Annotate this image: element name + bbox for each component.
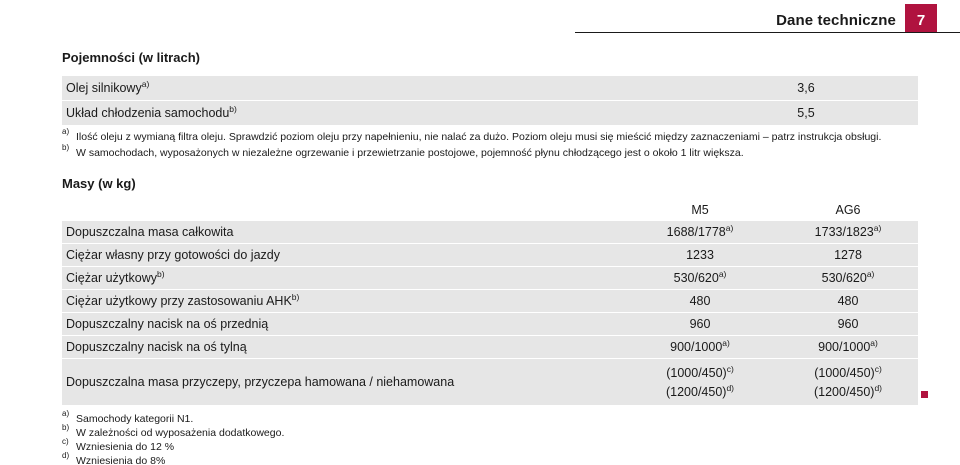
trailer-mass-label: Dopuszczalna masa przyczepy, przyczepa hamowana / niehamowana bbox=[66, 375, 455, 389]
capacity-value: 3,6 bbox=[797, 81, 815, 95]
mass-row bbox=[62, 221, 918, 243]
capacity-row bbox=[62, 76, 918, 100]
mass-row bbox=[62, 244, 918, 266]
page-number: 7 bbox=[905, 4, 937, 32]
mass-row bbox=[62, 267, 918, 289]
mass-label: Dopuszczalny nacisk na oś tylną bbox=[66, 340, 247, 354]
mass-label: Dopuszczalny nacisk na oś przednią bbox=[66, 317, 269, 331]
end-marker-square bbox=[921, 391, 928, 398]
mass-row bbox=[62, 290, 918, 312]
trailer-value-m5-line2: $(1200/450)^{d)}$ bbox=[665, 382, 735, 399]
capacity-label: Olej silnikowy$^{a)}$ bbox=[66, 78, 150, 95]
mass-row bbox=[62, 336, 918, 358]
mass-label: Dopuszczalna masa całkowita bbox=[66, 225, 234, 239]
mass-value-ag6: 960 bbox=[837, 317, 859, 331]
mass-value-ag6: 480 bbox=[837, 294, 859, 308]
trailer-value-ag6-line1: $(1000/450)^{c)}$ bbox=[814, 363, 882, 380]
section-header-title: Dane techniczne bbox=[776, 12, 896, 29]
trailer-mass-row bbox=[62, 359, 918, 405]
mass-value-m5: 1688/1778$^{a)}$ bbox=[666, 222, 734, 239]
mass-label: Ciężar własny przy gotowości do jazdy bbox=[66, 248, 280, 262]
mass-value-m5: 1233 bbox=[686, 248, 714, 262]
mass-value-ag6: 1278 bbox=[834, 248, 862, 262]
mass-value-m5: 960 bbox=[689, 317, 711, 331]
mass-value-ag6: 900/1000$^{a)}$ bbox=[818, 337, 878, 354]
column-header-ag6: AG6 bbox=[835, 203, 861, 217]
mass-row bbox=[62, 313, 918, 335]
mass-value-m5: 900/1000$^{a)}$ bbox=[670, 337, 730, 354]
column-header-m5: M5 bbox=[691, 203, 709, 217]
trailer-value-m5-line1: $(1000/450)^{c)}$ bbox=[666, 363, 734, 380]
trailer-value-ag6-line2: $(1200/450)^{d)}$ bbox=[813, 382, 883, 399]
mass-value-m5: 480 bbox=[689, 294, 711, 308]
mass-label: Ciężar użytkowy przy zastosowaniu AHK$^{b)}$ bbox=[66, 291, 300, 308]
capacity-value: 5,5 bbox=[797, 106, 815, 120]
capacities-title: Pojemności (w litrach) bbox=[62, 50, 200, 65]
header-rule bbox=[575, 32, 960, 33]
mass-label: Ciężar użytkowy$^{b)}$ bbox=[66, 268, 165, 285]
masses-title: Masy (w kg) bbox=[62, 176, 136, 191]
mass-value-m5: 530/620$^{a)}$ bbox=[673, 268, 727, 285]
mass-value-ag6: 1733/1823$^{a)}$ bbox=[814, 222, 882, 239]
masses-header-row bbox=[62, 198, 918, 220]
mass-value-ag6: 530/620$^{a)}$ bbox=[821, 268, 875, 285]
capacity-row bbox=[62, 101, 918, 125]
capacity-label: Układ chłodzenia samochodu$^{b)}$ bbox=[66, 103, 237, 120]
